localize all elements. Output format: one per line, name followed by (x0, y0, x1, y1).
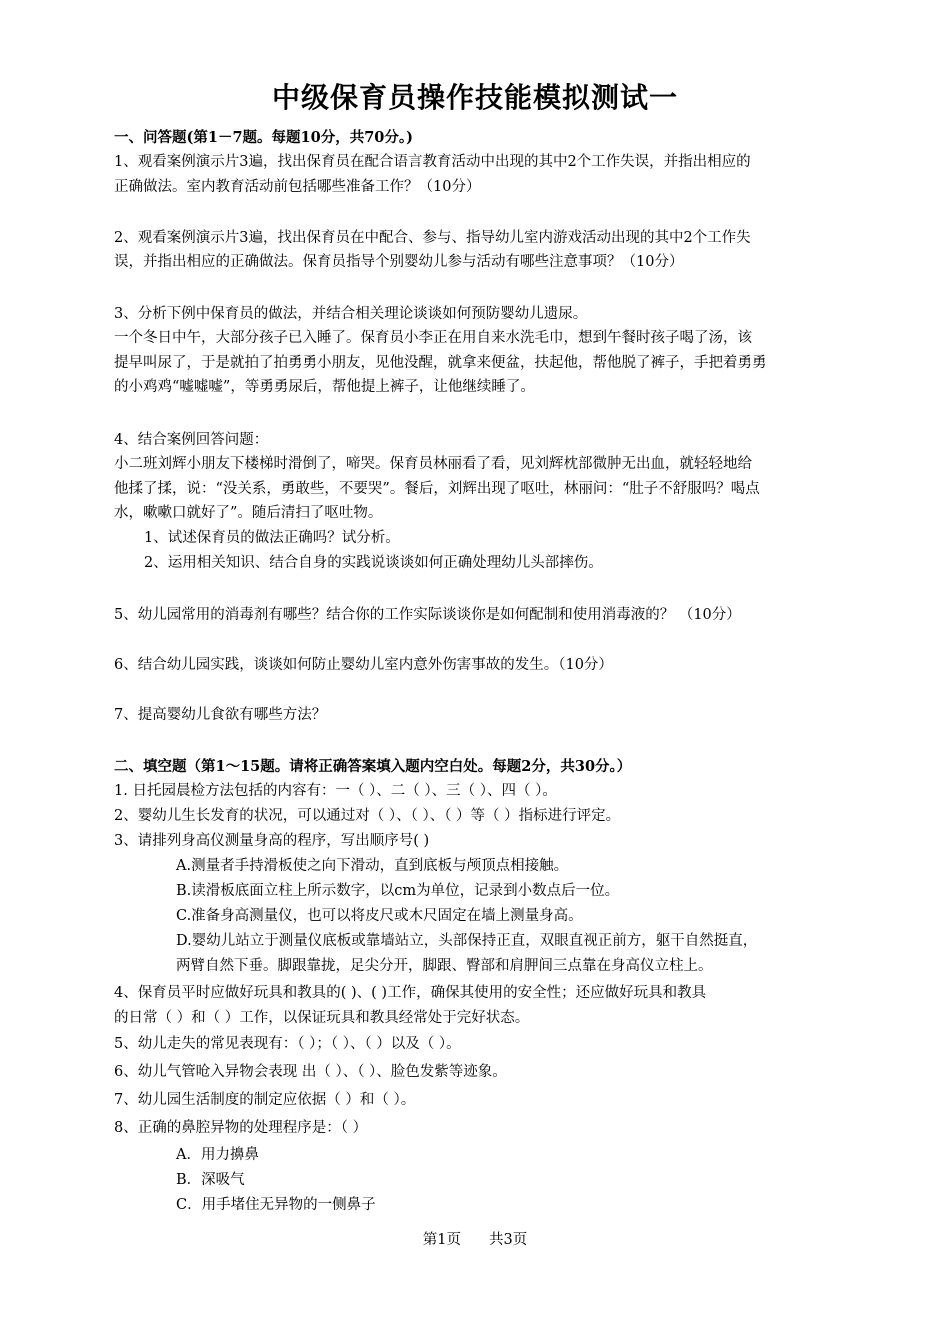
fill-q5: 5、幼儿走失的常见表现有：（ ）；（ ）、（ ）以及（ ）。 (114, 1036, 461, 1052)
fill-q8-option: A．用力擤鼻 (176, 1147, 259, 1163)
fill-q3-option: 两臂自然下垂。脚跟靠拢，足尖分开，脚跟、臀部和肩胛间三点靠在身高仪立柱上。 (176, 958, 713, 974)
fill-q3-option: D.婴幼儿站立于测量仪底板或靠墙站立，头部保持正直，双眼直视正前方，躯干自然挺直， (176, 933, 758, 949)
q4-line: 小二班刘辉小朋友下楼梯时滑倒了，啼哭。保育员林丽看了看，见刘辉枕部微肿无出血，就轻轻地给 (114, 456, 752, 472)
q1-line: 1、观看案例演示片3遍，找出保育员在配合语言教育活动中出现的其中2个工作失误，并指出相应的 (114, 154, 751, 170)
fill-q3-option: A.测量者手持滑板使之向下滑动，直到底板与颅顶点相接触。 (176, 858, 569, 874)
q3-line: 的小鸡鸡“嘘嘘嘘”，等勇勇尿后，帮他提上裤子，让他继续睡了。 (114, 379, 535, 395)
fill-q4-line: 的日常（ ）和（ ）工作，以保证玩具和教具经常处于完好状态。 (114, 1010, 530, 1026)
fill-q3: 3、请排列身高仪测量身高的程序，写出顺序号( ) (114, 833, 430, 849)
fill-q3-option: B.读滑板底面立柱上所示数字，以cm为单位，记录到小数点后一位。 (176, 883, 620, 899)
page-number: 第1页 (422, 1232, 461, 1248)
q4-line: 4、结合案例回答问题： (114, 432, 269, 448)
fill-q2: 2、婴幼儿生长发育的状况，可以通过对（ ）、（ ）、（ ）等（ ）指标进行评定。 (114, 808, 621, 824)
fill-q3-option: C.准备身高测量仪，也可以将皮尺或木尺固定在墙上测量身高。 (176, 908, 583, 924)
fill-q8: 8、正确的鼻腔异物的处理程序是：（ ） (114, 1120, 368, 1136)
q3-line: 一个冬日中午，大部分孩子已入睡了。保育员小李正在用自来水洗毛巾，想到午餐时孩子喝了汤，该 (114, 330, 752, 346)
page-total: 共3页 (489, 1232, 528, 1248)
q5-line: 5、幼儿园常用的消毒剂有哪些？结合你的工作实际谈谈你是如何配制和使用消毒液的？ （10分） (114, 607, 741, 623)
section1-heading: 一、问答题(第1－7题。每题10分，共70分。) (114, 129, 414, 146)
section2-heading: 二、填空题（第1～15题。请将正确答案填入题内空白处。每题2分，共30分。） (114, 758, 632, 775)
q4-subquestion: 1、试述保育员的做法正确吗？试分析。 (144, 530, 400, 546)
fill-q1: 1. 日托园晨检方法包括的内容有：一（ ）、二（ ）、三（ ）、四（ ）。 (114, 783, 557, 799)
fill-q4-line: 4、保育员平时应做好玩具和教具的( )、( )工作，确保其使用的安全性；还应做好玩具和教具 (114, 985, 707, 1001)
q1-line: 正确做法。室内教育活动前包括哪些准备工作？（10分） (114, 179, 481, 195)
q2-line: 误，并指出相应的正确做法。保育员指导个别婴幼儿参与活动有哪些注意事项？（10分） (114, 254, 684, 270)
q2-line: 2、观看案例演示片3遍，找出保育员在中配合、参与、指导幼儿室内游戏活动出现的其中2个工作失 (114, 230, 751, 246)
page-footer (0, 1228, 950, 1249)
fill-q7: 7、幼儿园生活制度的制定应依据（ ）和（ ）。 (114, 1092, 416, 1108)
q4-line: 水，嗽嗽口就好了”。随后清扫了呕吐物。 (114, 505, 383, 521)
q4-subquestion: 2、运用相关知识、结合自身的实践说谈谈如何正确处理幼儿头部摔伤。 (144, 555, 603, 571)
page-title: 中级保育员操作技能模拟测试一 (271, 81, 678, 114)
fill-q8-option: B．深吸气 (176, 1172, 245, 1188)
q7-line: 7、提高婴幼儿食欲有哪些方法？ (114, 707, 327, 723)
q3-line: 3、分析下例中保育员的做法，并结合相关理论谈谈如何预防婴幼儿遗尿。 (114, 306, 588, 322)
q3-line: 提早叫尿了，于是就拍了拍勇勇小朋友，见他没醒，就拿来便盆，扶起他，帮他脱了裤子，手把着勇勇 (114, 355, 767, 371)
q4-line: 他揉了揉，说：“没关系，勇敢些，不要哭”。餐后，刘辉出现了呕吐，林丽问：“肚子不舒服吗？喝点 (114, 481, 760, 497)
fill-q8-option: C．用手堵住无异物的一侧鼻子 (176, 1197, 376, 1213)
q6-line: 6、结合幼儿园实践，谈谈如何防止婴幼儿室内意外伤害事故的发生。（10分） (114, 657, 613, 673)
fill-q6: 6、幼儿气管呛入异物会表现 出（ ）、（ ）、脸色发紫等迹象。 (114, 1064, 507, 1080)
